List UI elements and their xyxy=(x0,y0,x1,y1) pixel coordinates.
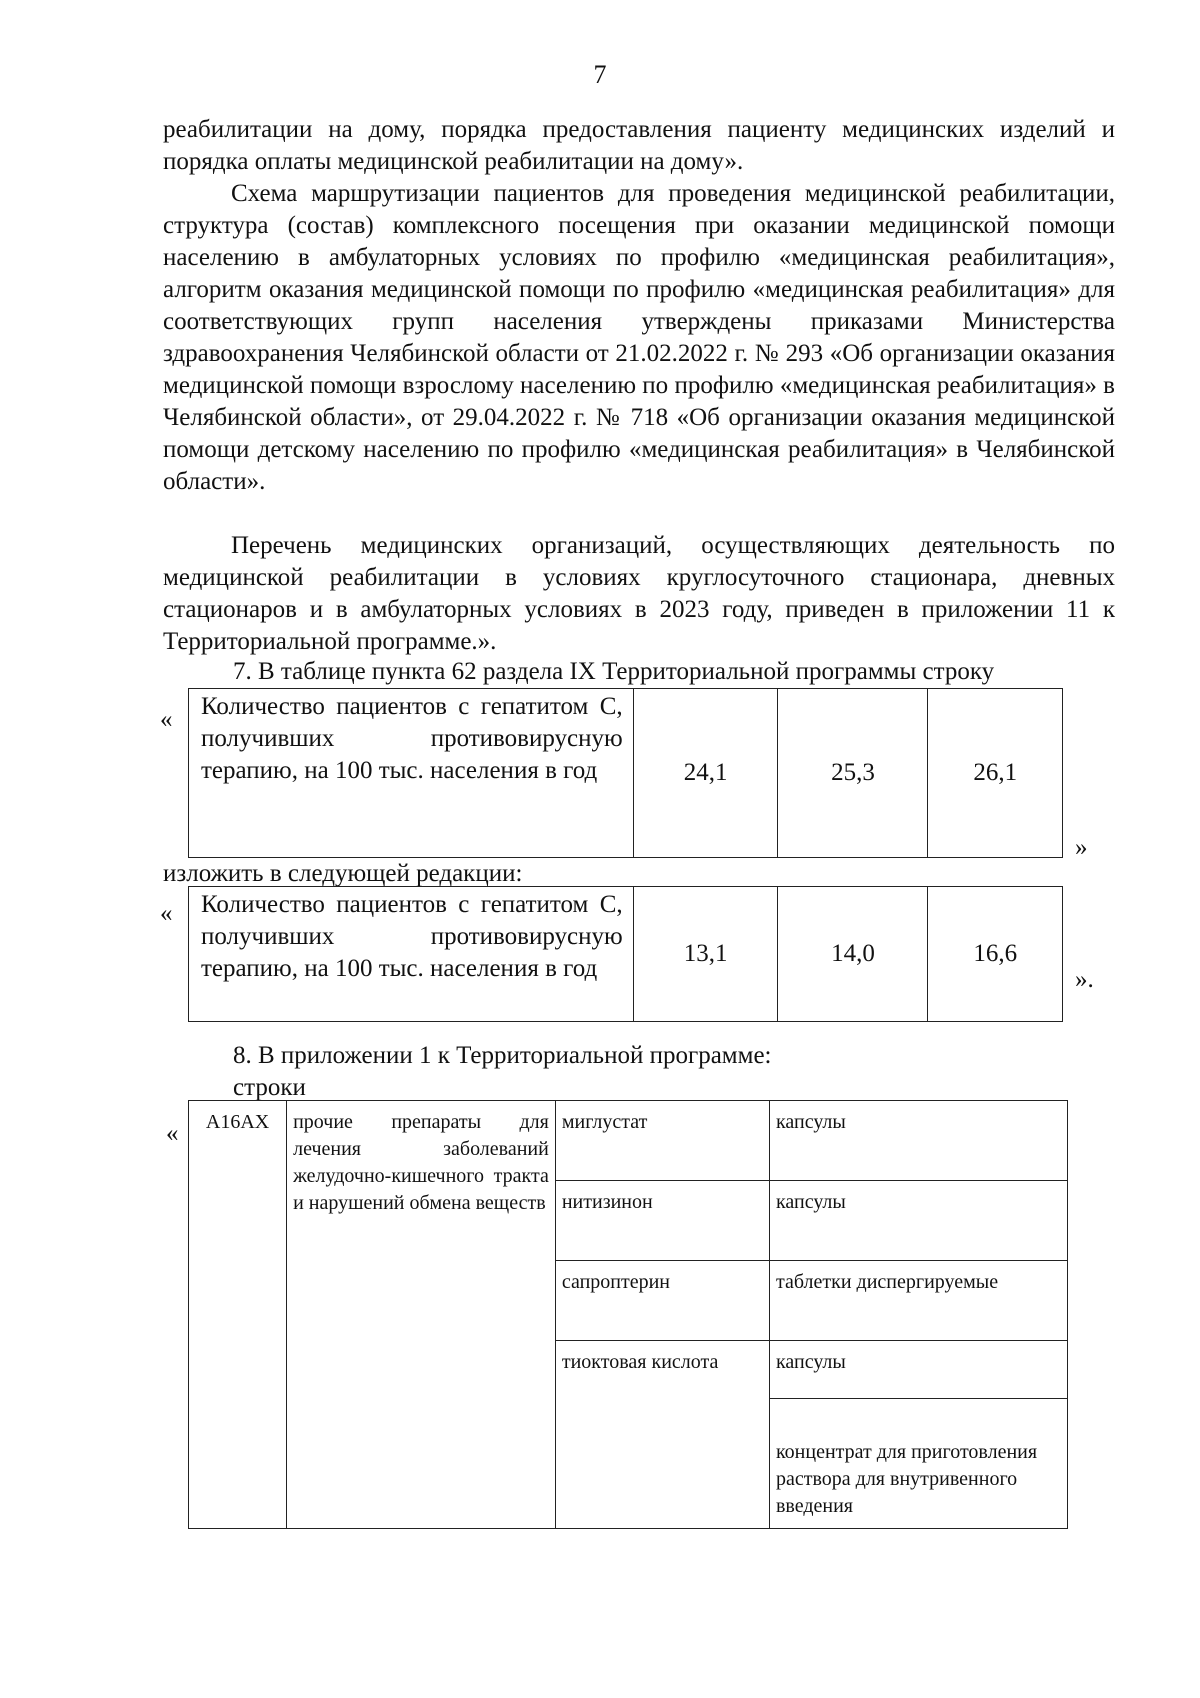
old-row-value-3: 26,1 xyxy=(928,689,1063,858)
drug-name: тиоктовая кислота xyxy=(555,1341,769,1529)
page-number: 7 xyxy=(593,60,607,89)
drug-name: нитизинон xyxy=(555,1181,769,1261)
table-row xyxy=(189,1101,1068,1181)
paragraph-3: Перечень медицинских организаций, осуществляющих деятельность по медицинской реабилитации в условиях круглосуточного стационара, дневных стационаров и в амбулаторных условиях в 2023 году, приведен в приложении 11 к Территориальной программе.». xyxy=(163,532,1115,655)
drug-group: прочие препараты для лечения заболеваний желудочно-кишечного тракта и нарушений обмена веществ xyxy=(287,1101,556,1529)
new-row-value-2: 14,0 xyxy=(778,887,928,1022)
table-row xyxy=(189,689,1063,858)
drug-form: капсулы xyxy=(769,1341,1067,1399)
rows-label: строки xyxy=(233,1074,306,1101)
new-row-close-quote: ». xyxy=(1075,966,1094,993)
drug-table xyxy=(188,1100,1068,1529)
old-row-value-2: 25,3 xyxy=(778,689,928,858)
drug-name: сапроптерин xyxy=(555,1261,769,1341)
drug-name: миглустат xyxy=(555,1101,769,1181)
new-row-value-1: 13,1 xyxy=(633,887,778,1022)
drug-form: концентрат для приготовления раствора для внутривенного введения xyxy=(769,1399,1067,1529)
new-row-open-quote: « xyxy=(160,900,173,927)
paragraph-2: Схема маршрутизации пациентов для проведения медицинской реабилитации, структура (состав) комплексного посещения при оказании медицинской помощи населению в амбулаторных условиях по профилю «медицинская реабилитация», алгоритм оказания медицинской помощи по профилю «медицинская реабилитация» для соответствующих групп населения утверждены приказами Министерства здравоохранения Челябинской области от 21.02.2022 г. № 293 «Об организации оказания медицинской помощи взрослому населению по профилю «медицинская реабилитация» в Челябинской области», от 29.04.2022 г. № 718 «Об организации оказания медицинской помощи детскому населению по профилю «медицинская реабилитация» в Челябинской области». xyxy=(163,180,1115,495)
old-row-open-quote: « xyxy=(160,706,173,733)
new-row-table xyxy=(188,886,1063,1022)
old-row-close-quote: » xyxy=(1075,834,1088,861)
new-edition-text: изложить в следующей редакции: xyxy=(163,860,523,887)
new-row-value-3: 16,6 xyxy=(928,887,1063,1022)
paragraph-1: реабилитации на дому, порядка предоставления пациенту медицинских изделий и порядка оплаты медицинской реабилитации на дому». xyxy=(163,116,1115,175)
drug-form: капсулы xyxy=(769,1181,1067,1261)
old-row-label: Количество пациентов с гепатитом С, получивших противовирусную терапию, на 100 тыс. населения в год xyxy=(189,689,634,858)
drug-form: таблетки диспергируемые xyxy=(769,1261,1067,1341)
new-row-label: Количество пациентов с гепатитом С, получивших противовирусную терапию, на 100 тыс. населения в год xyxy=(189,887,634,1022)
old-row-table xyxy=(188,688,1063,858)
item-7-heading: 7. В таблице пункта 62 раздела IX Территориальной программы строку xyxy=(233,658,995,685)
table-row xyxy=(189,887,1063,1022)
old-row-value-1: 24,1 xyxy=(633,689,778,858)
item-8-heading: 8. В приложении 1 к Территориальной программе: xyxy=(233,1042,772,1069)
drug-form: капсулы xyxy=(769,1101,1067,1181)
atc-code: A16AX xyxy=(189,1101,287,1529)
drug-table-open-quote: « xyxy=(166,1120,179,1147)
